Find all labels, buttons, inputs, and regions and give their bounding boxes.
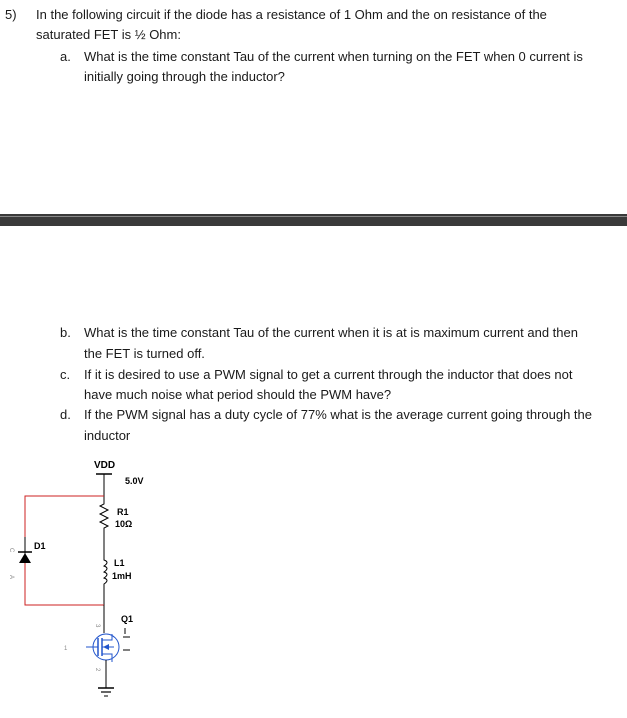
- part-c-marker: c.: [60, 367, 71, 382]
- q1-label: Q1: [121, 614, 134, 624]
- r1-label: R1: [117, 507, 129, 517]
- fet-source-lead: [102, 654, 112, 662]
- fet-pin-3: 3: [94, 624, 100, 628]
- part-b-line-1: What is the time constant Tau of the current when it is at is maximum current and then: [84, 325, 578, 340]
- part-c-line-1: If it is desired to use a PWM signal to get a current through the inductor that does not: [84, 367, 573, 382]
- vdd-value: 5.0V: [125, 476, 144, 486]
- part-a-line-1: What is the time constant Tau of the current when turning on the FET when 0 current is: [84, 49, 583, 64]
- d1-pin-a: A: [8, 575, 14, 580]
- diode-wire-top: [25, 496, 104, 537]
- vdd-label: VDD: [94, 460, 116, 471]
- question-stem-line-2: saturated FET is ½ Ohm:: [36, 27, 181, 42]
- fet-pin-2: 2: [94, 668, 100, 672]
- l1-label: L1: [114, 558, 125, 568]
- part-d-line-2: inductor: [84, 428, 131, 443]
- d1-pin-c: C: [8, 548, 14, 553]
- part-a-line-2: initially going through the inductor?: [84, 69, 285, 84]
- fet-pin-1: 1: [64, 646, 68, 652]
- part-d-marker: d.: [60, 407, 71, 422]
- part-b-line-2: the FET is turned off.: [84, 346, 205, 361]
- part-d-line-1: If the PWM signal has a duty cycle of 77% what is the average current going through the: [84, 407, 593, 422]
- resistor-r1: [100, 498, 108, 548]
- question-number: 5): [5, 7, 17, 22]
- d1-label: D1: [34, 541, 46, 551]
- question-stem-line-1: In the following circuit if the diode has a resistance of 1 Ohm and the on resistance of the: [36, 7, 547, 22]
- r1-value: 10Ω: [115, 519, 133, 529]
- part-a-marker: a.: [60, 49, 71, 64]
- part-c-line-2: have much noise what period should the PWM have?: [84, 387, 392, 402]
- part-b-marker: b.: [60, 325, 71, 340]
- diode-wire-bottom: [25, 563, 104, 605]
- inductor-l1: [104, 548, 107, 605]
- l1-value: 1mH: [112, 571, 132, 581]
